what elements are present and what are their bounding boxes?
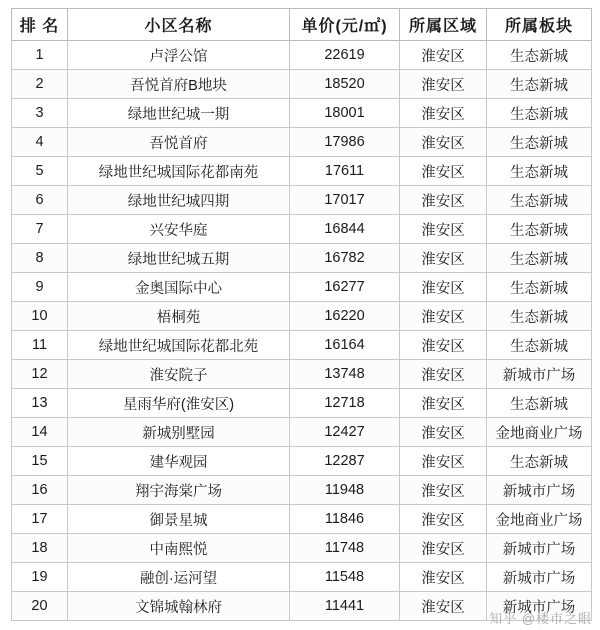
table-row bbox=[12, 186, 592, 215]
cell-district: 淮安区 bbox=[400, 534, 487, 563]
table-row bbox=[12, 418, 592, 447]
cell-name: 绿地世纪城四期 bbox=[68, 186, 290, 215]
cell-rank: 16 bbox=[12, 476, 68, 505]
cell-district: 淮安区 bbox=[400, 186, 487, 215]
cell-block: 生态新城 bbox=[487, 128, 592, 157]
cell-block: 生态新城 bbox=[487, 244, 592, 273]
community-price-table bbox=[11, 8, 592, 621]
cell-district: 淮安区 bbox=[400, 157, 487, 186]
table-header bbox=[12, 9, 592, 41]
cell-price: 11441 bbox=[290, 592, 400, 621]
table-row bbox=[12, 157, 592, 186]
table-row bbox=[12, 447, 592, 476]
cell-block: 生态新城 bbox=[487, 302, 592, 331]
cell-price: 22619 bbox=[290, 41, 400, 70]
table-row bbox=[12, 215, 592, 244]
cell-district: 淮安区 bbox=[400, 360, 487, 389]
cell-name: 吾悦首府B地块 bbox=[68, 70, 290, 99]
cell-name: 御景星城 bbox=[68, 505, 290, 534]
cell-block: 生态新城 bbox=[487, 273, 592, 302]
cell-block: 金地商业广场 bbox=[487, 505, 592, 534]
cell-name: 绿地世纪城五期 bbox=[68, 244, 290, 273]
cell-rank: 14 bbox=[12, 418, 68, 447]
cell-rank: 15 bbox=[12, 447, 68, 476]
cell-price: 17611 bbox=[290, 157, 400, 186]
cell-rank: 11 bbox=[12, 331, 68, 360]
cell-price: 11948 bbox=[290, 476, 400, 505]
table-row bbox=[12, 273, 592, 302]
cell-district: 淮安区 bbox=[400, 505, 487, 534]
cell-block: 生态新城 bbox=[487, 215, 592, 244]
cell-district: 淮安区 bbox=[400, 70, 487, 99]
cell-name: 星雨华府(淮安区) bbox=[68, 389, 290, 418]
cell-price: 18001 bbox=[290, 99, 400, 128]
cell-price: 18520 bbox=[290, 70, 400, 99]
cell-name: 融创·运河望 bbox=[68, 563, 290, 592]
cell-block: 新城市广场 bbox=[487, 476, 592, 505]
cell-rank: 4 bbox=[12, 128, 68, 157]
cell-price: 16220 bbox=[290, 302, 400, 331]
watermark: 知乎 @楼市之眼 bbox=[489, 611, 592, 626]
cell-price: 16844 bbox=[290, 215, 400, 244]
cell-name: 新城别墅园 bbox=[68, 418, 290, 447]
cell-price: 16277 bbox=[290, 273, 400, 302]
cell-price: 12718 bbox=[290, 389, 400, 418]
table-row bbox=[12, 331, 592, 360]
cell-name: 卢浮公馆 bbox=[68, 41, 290, 70]
cell-name: 中南熙悦 bbox=[68, 534, 290, 563]
table-header-row bbox=[12, 9, 592, 41]
cell-block: 新城市广场 bbox=[487, 563, 592, 592]
cell-district: 淮安区 bbox=[400, 418, 487, 447]
cell-price: 11548 bbox=[290, 563, 400, 592]
table-row bbox=[12, 244, 592, 273]
cell-rank: 17 bbox=[12, 505, 68, 534]
column-header-price: 单价(元/㎡) bbox=[290, 9, 400, 41]
cell-name: 吾悦首府 bbox=[68, 128, 290, 157]
column-header-block: 所属板块 bbox=[487, 9, 592, 41]
column-header-rank: 排 名 bbox=[12, 9, 68, 41]
cell-name: 绿地世纪城一期 bbox=[68, 99, 290, 128]
cell-price: 12427 bbox=[290, 418, 400, 447]
cell-district: 淮安区 bbox=[400, 215, 487, 244]
cell-name: 金奥国际中心 bbox=[68, 273, 290, 302]
cell-block: 新城市广场 bbox=[487, 360, 592, 389]
cell-rank: 20 bbox=[12, 592, 68, 621]
table-row bbox=[12, 563, 592, 592]
table-row bbox=[12, 360, 592, 389]
cell-district: 淮安区 bbox=[400, 302, 487, 331]
column-header-district: 所属区域 bbox=[400, 9, 487, 41]
cell-block: 生态新城 bbox=[487, 331, 592, 360]
cell-rank: 19 bbox=[12, 563, 68, 592]
cell-block: 生态新城 bbox=[487, 41, 592, 70]
cell-rank: 12 bbox=[12, 360, 68, 389]
cell-block: 金地商业广场 bbox=[487, 418, 592, 447]
cell-name: 绿地世纪城国际花都北苑 bbox=[68, 331, 290, 360]
cell-rank: 5 bbox=[12, 157, 68, 186]
table-row bbox=[12, 302, 592, 331]
column-header-name: 小区名称 bbox=[68, 9, 290, 41]
table-row bbox=[12, 505, 592, 534]
table-row bbox=[12, 476, 592, 505]
cell-district: 淮安区 bbox=[400, 389, 487, 418]
cell-name: 梧桐苑 bbox=[68, 302, 290, 331]
cell-price: 17986 bbox=[290, 128, 400, 157]
cell-price: 12287 bbox=[290, 447, 400, 476]
table-row bbox=[12, 389, 592, 418]
cell-district: 淮安区 bbox=[400, 244, 487, 273]
cell-district: 淮安区 bbox=[400, 273, 487, 302]
cell-block: 新城市广场 bbox=[487, 592, 592, 621]
cell-district: 淮安区 bbox=[400, 592, 487, 621]
cell-rank: 2 bbox=[12, 70, 68, 99]
cell-rank: 7 bbox=[12, 215, 68, 244]
cell-price: 16164 bbox=[290, 331, 400, 360]
cell-price: 13748 bbox=[290, 360, 400, 389]
cell-rank: 6 bbox=[12, 186, 68, 215]
cell-price: 11846 bbox=[290, 505, 400, 534]
cell-district: 淮安区 bbox=[400, 447, 487, 476]
cell-rank: 10 bbox=[12, 302, 68, 331]
cell-name: 兴安华庭 bbox=[68, 215, 290, 244]
cell-district: 淮安区 bbox=[400, 99, 487, 128]
cell-district: 淮安区 bbox=[400, 128, 487, 157]
cell-block: 生态新城 bbox=[487, 99, 592, 128]
cell-rank: 8 bbox=[12, 244, 68, 273]
table-row bbox=[12, 41, 592, 70]
cell-rank: 3 bbox=[12, 99, 68, 128]
cell-price: 16782 bbox=[290, 244, 400, 273]
cell-district: 淮安区 bbox=[400, 563, 487, 592]
table-row bbox=[12, 70, 592, 99]
cell-district: 淮安区 bbox=[400, 331, 487, 360]
cell-rank: 13 bbox=[12, 389, 68, 418]
cell-rank: 18 bbox=[12, 534, 68, 563]
cell-block: 生态新城 bbox=[487, 447, 592, 476]
cell-price: 17017 bbox=[290, 186, 400, 215]
cell-rank: 1 bbox=[12, 41, 68, 70]
cell-district: 淮安区 bbox=[400, 476, 487, 505]
cell-block: 生态新城 bbox=[487, 186, 592, 215]
table-body bbox=[12, 41, 592, 621]
cell-block: 生态新城 bbox=[487, 70, 592, 99]
cell-name: 绿地世纪城国际花都南苑 bbox=[68, 157, 290, 186]
cell-name: 建华观园 bbox=[68, 447, 290, 476]
cell-block: 生态新城 bbox=[487, 389, 592, 418]
table-row bbox=[12, 534, 592, 563]
table-row bbox=[12, 99, 592, 128]
table-row bbox=[12, 128, 592, 157]
cell-name: 淮安院子 bbox=[68, 360, 290, 389]
table-row bbox=[12, 592, 592, 621]
cell-block: 生态新城 bbox=[487, 157, 592, 186]
cell-name: 翔宇海棠广场 bbox=[68, 476, 290, 505]
cell-rank: 9 bbox=[12, 273, 68, 302]
cell-price: 11748 bbox=[290, 534, 400, 563]
cell-district: 淮安区 bbox=[400, 41, 487, 70]
cell-block: 新城市广场 bbox=[487, 534, 592, 563]
cell-name: 文锦城翰林府 bbox=[68, 592, 290, 621]
